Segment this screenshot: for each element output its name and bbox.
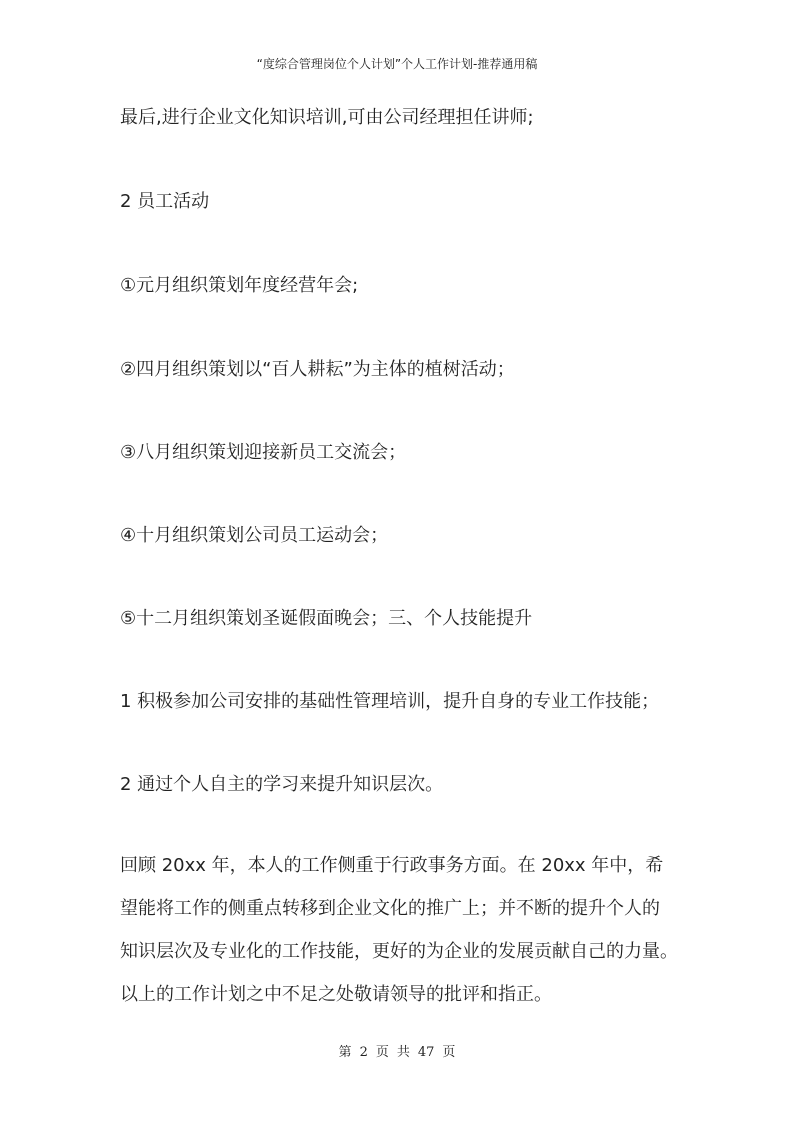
list-item-activity-2: ②四月组织策划以“百人耕耘”为主体的植树活动； xyxy=(120,359,515,380)
list-item-activity-5: ⑤十二月组织策划圣诞假面晚会；三、个人技能提升 xyxy=(120,608,533,629)
list-item-activity-3: ③八月组织策划迎接新员工交流会； xyxy=(120,442,407,463)
closing-paragraph xyxy=(120,844,695,1016)
footer-label-end: 页 xyxy=(442,1045,456,1060)
footer-label-total: 共 xyxy=(396,1045,410,1060)
list-item-skill-2: 2 通过个人自主的学习来提升知识层次。 xyxy=(120,774,444,795)
closing-line: 知识层次及专业化的工作技能，更好的为企业的发展贡献自己的力量。 xyxy=(120,941,678,962)
closing-line: 望能将工作的侧重点转移到企业文化的推广上；并不断的提升个人的 xyxy=(120,898,660,919)
total-page-number: 47 xyxy=(417,1045,435,1060)
page-footer xyxy=(0,1044,794,1062)
list-item-skill-1: 1 积极参加公司安排的基础性管理培训，提升自身的专业工作技能； xyxy=(120,691,660,712)
section-heading-staff-activities: 2 员工活动 xyxy=(120,191,210,212)
list-item-activity-4: ④十月组织策划公司员工运动会； xyxy=(120,525,389,546)
current-page-number: 2 xyxy=(359,1045,368,1060)
page-header: “度综合管理岗位个人计划”个人工作计划-推荐通用稿 xyxy=(256,57,538,71)
closing-line: 以上的工作计划之中不足之处敬请领导的批评和指正。 xyxy=(120,984,552,1005)
footer-label-of: 页 xyxy=(375,1045,389,1060)
closing-line: 回顾 20xx 年，本人的工作侧重于行政事务方面。在 20xx 年中，希 xyxy=(120,855,664,876)
footer-label-page: 第 xyxy=(338,1045,352,1060)
paragraph-culture-training: 最后,进行企业文化知识培训,可由公司经理担任讲师; xyxy=(120,107,534,128)
list-item-activity-1: ①元月组织策划年度经营年会; xyxy=(120,275,359,296)
